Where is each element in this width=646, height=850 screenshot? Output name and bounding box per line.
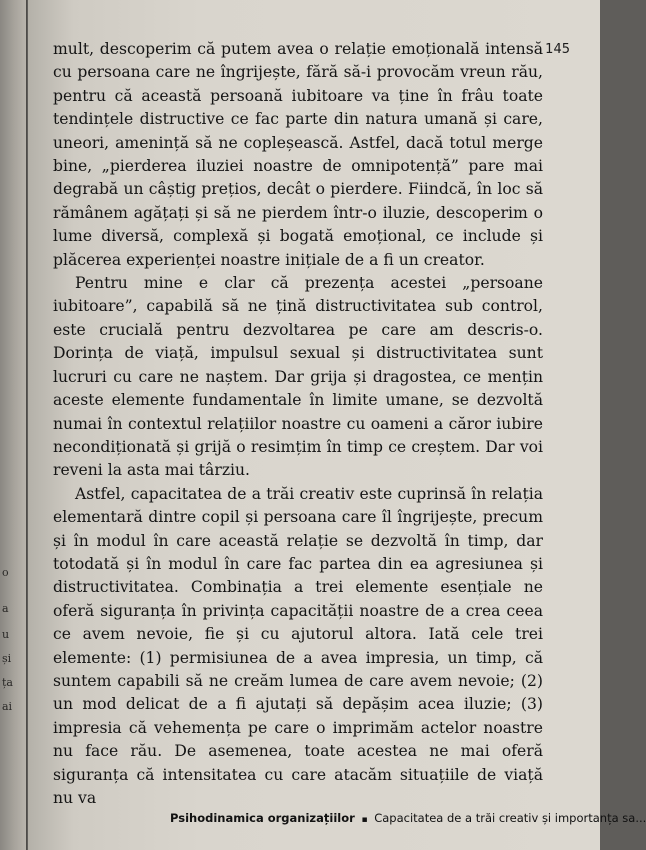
previous-page-fragment: u [2, 628, 10, 641]
previous-page-fragment: ai [2, 700, 13, 713]
paragraph: Pentru mine e clar că prezența acestei „persoane iubitoare”, capabilă să ne țină distructivitatea sub control, este crucială pentru dezvoltarea pe care am descris-o. Dorința de viață, impulsul sexual și distructivitatea sunt lucruri cu care ne naștem. Dar grija și dragostea, ce mențin aceste elemente fundamentale în limite umane, se dezvoltă numai în contextul relațiilor noastre cu oameni a căror iubire necondiționată și grijă o resimțim în timp ce creștem. Dar voi reveni la asta mai târziu. [53, 274, 543, 480]
previous-page-fragment: o [2, 566, 9, 579]
footer-separator: ▪ [361, 815, 368, 825]
body-text [53, 38, 543, 810]
book-page [28, 0, 646, 850]
running-footer [170, 811, 646, 825]
paragraph: mult, descoperim că putem avea o relație emoțională intensă cu persoana care ne îngrijește, fără să-i provocăm vreun rău, pentru că această persoană iubitoare va ține în frâu toate tendințele distructive ce fac parte din natura umană și care, uneori, amenință să ne copleșească. Astfel, dacă totul merge bine, „pierderea iluziei noastre de omnipotență” pare mai degrabă un câștig prețios, decât o pierdere. Fiindcă, în loc să rămânem agățați și să ne pierdem într-o iluzie, descoperim o lume diversă, complexă și bogată emoțional, ce include și plăcerea experienței noastre inițiale de a fi un creator. [53, 40, 543, 269]
previous-page-fragment: ța [2, 676, 13, 689]
previous-page-edge [0, 0, 27, 850]
chapter-title: Capacitatea de a trăi creativ și importanța sa... [374, 811, 646, 825]
previous-page-fragment: a [2, 602, 9, 615]
paragraph: Astfel, capacitatea de a trăi creativ este cuprinsă în relația elementară dintre copil și persoana care îl îngrijește, precum și în modul în care această relație se dezvoltă în timp, dar totodată și în modul în care fac partea din ea agresiunea și distructivitatea. Combinația a trei elemente esențiale ne oferă siguranța în privința capacității noastre de a crea ceea ce avem nevoie, fie și cu ajutorul altora. Iată cele trei elemente: (1) permisiunea de a avea impresia, un timp, că suntem capabili să ne creăm lumea de care avem nevoie; (2) un mod delicat de a fi ajutați să depășim acea iluzie; (3) impresia că vehemența pe care o imprimăm actelor noastre nu face rău. De asemenea, toate acestea ne mai oferă siguranța că intensitatea cu care atacăm situațiile de viață nu va [53, 484, 543, 807]
previous-page-fragment: și [2, 652, 12, 665]
page-number: 145 [545, 42, 570, 57]
book-title: Psihodinamica organizațiilor [170, 811, 355, 825]
